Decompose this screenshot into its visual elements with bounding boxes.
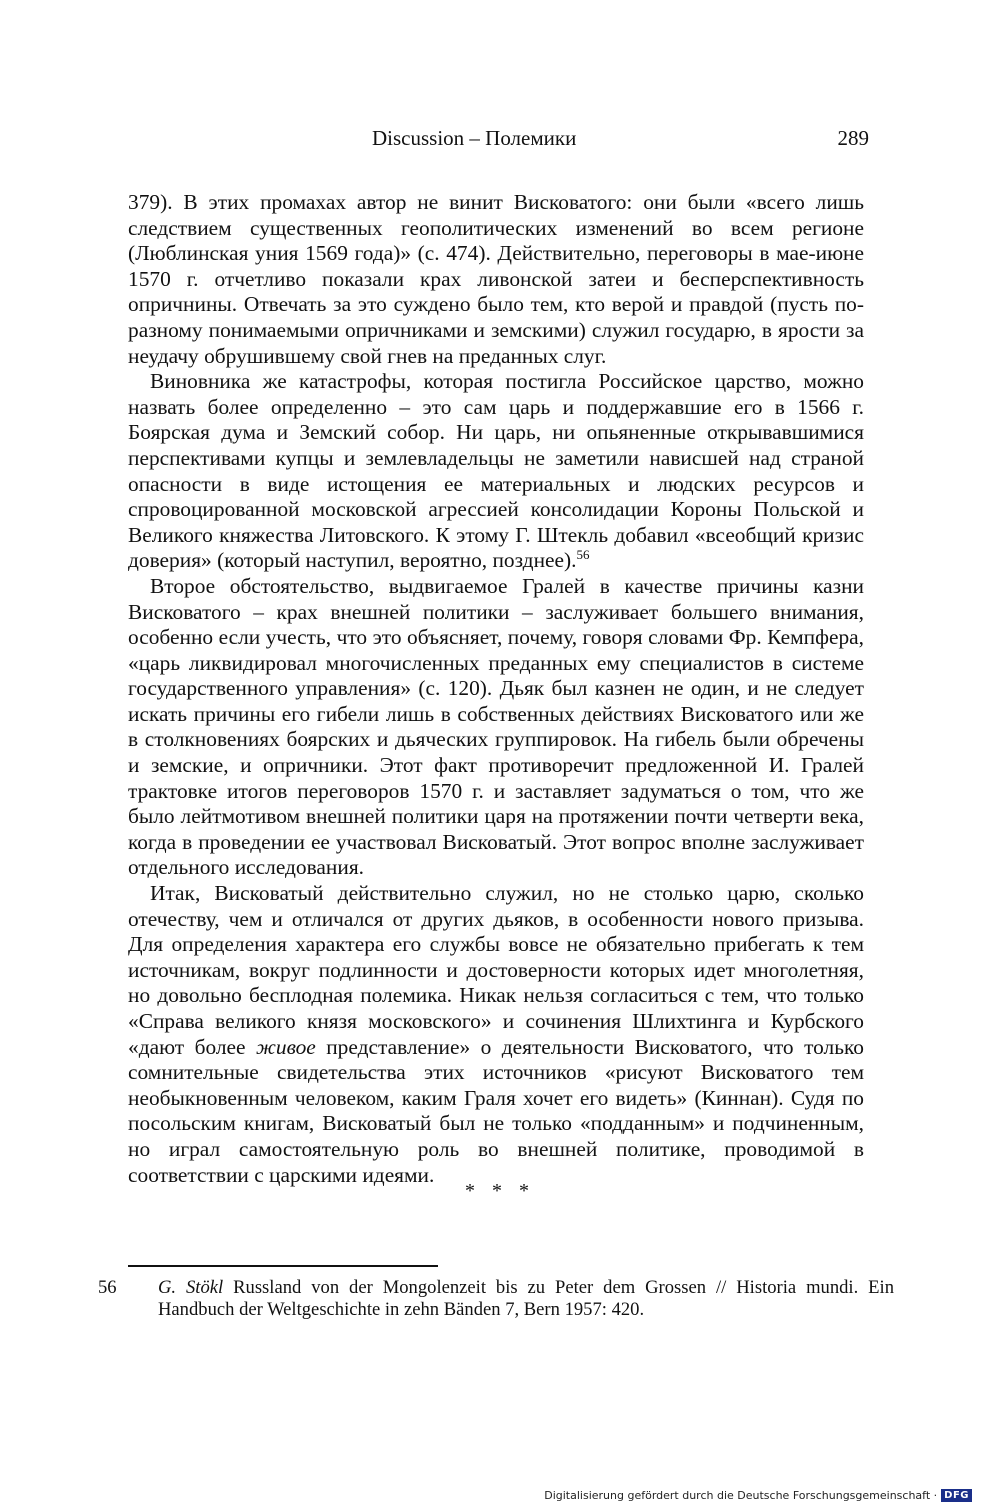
footnote-reference-56[interactable]: 56 (576, 547, 590, 563)
paragraph-3: Второе обстоятельство, выдвигаемое Гралей в качестве причины казни Висковатого – крах внешней политики – заслуживает большего внимания, особенно если учесть, что это объясняет, почему, говоря словами Фр. Кемпфера, «царь ликвидировал многочисленных преданных ему специалистов в системе государственного управления» (с. 120). Дьяк был казнен не один, и не следует искать причины его гибели лишь в собственных действиях Висковатого или же в столкновениях боярских и дьяческих группировок. На гибель были обречены и земские, и опричники. Этот факт противоречит предложенной И. Гралей трактовке итогов переговоров 1570 г. и заставляет задуматься о том, что же было лейтмотивом внешней политики царя на протяжении почти четверти века, когда в проведении ее участвовал Висковатый. Этот вопрос вполне заслуживает отдельного исследования. (128, 573, 864, 880)
page-number: 289 (837, 126, 869, 150)
running-head: Discussion – Полемики (372, 126, 577, 150)
section-break-asterism: * * * (465, 1180, 535, 1202)
dfg-logo-icon: DFG (941, 1489, 972, 1502)
footnote-author: G. Stökl (158, 1277, 224, 1298)
paragraph-2-text: Виновника же катастрофы, которая постигла Российское царство, можно назвать более определенно – это сам царь и поддержавшие его в 1566 г. Боярская дума и Земский собор. Ни царь, ни опьяненные открывавшимися перспективами купцы и землевладельцы не заметили нависшей над страной опасности в виде истощения ее материальных и людских ресурсов и спровоцированной московской агрессией консолидации Короны Польской и Великого княжества Литовского. К этому Г. Штекль добавил «всеобщий кризис доверия» (который наступил, вероятно, позднее). (128, 369, 864, 573)
footnote-divider (128, 1265, 438, 1267)
footnote-56 (98, 1277, 894, 1321)
digitization-credit (544, 1489, 972, 1502)
page-header (0, 122, 1000, 154)
footnote-text: Russland von der Mongolenzeit bis zu Peter dem Grossen // Historia mundi. Ein Handbuch der Weltgeschichte in zehn Bänden 7, Bern 1957: 420. (158, 1277, 894, 1320)
body-text (128, 190, 864, 1188)
paragraph-4 (128, 881, 864, 1188)
footnote-number: 56 (98, 1277, 117, 1298)
paragraph-2 (128, 369, 864, 574)
paragraph-4-text-b: представление» о деятельности Висковатого, что только сомнительные свидетельства этих источников «рисуют Висковатого тем необыкновенным человеком, каким Граля хочет его видеть» (Киннан). Судя по посольским книгам, Висковатый был не только «подданным» и подчиненным, но играл самостоятельную роль во внешней политике, проводимой в соответствии с царскими идеями. (128, 1034, 864, 1187)
digitization-credit-text: Digitalisierung gefördert durch die Deutsche Forschungsgemeinschaft · (544, 1489, 938, 1502)
paragraph-1: 379). В этих промахах автор не винит Висковатого: они были «всего лишь следствием существенных геополитических изменений во всем регионе (Люблинская уния 1569 года)» (с. 474). Действительно, переговоры в мае-июне 1570 г. отчетливо показали крах ливонской затеи и бесперспективность опричнины. Отвечать за это суждено было тем, кто верой и правдой (пусть по-разному понимаемыми опричниками и земскими) служил государю, в ярости за неудачу обрушившему свой гнев на преданных слуг. (128, 190, 864, 368)
paragraph-4-text-a: Итак, Висковатый действительно служил, но не столько царю, сколько отечеству, чем и отличался от других дьяков, в особенности нового призыва. Для определения характера его службы вовсе не обязательно прибегать к тем источникам, вокруг подлинности и достоверности которых идет многолетняя, но довольно бесплодная полемика. Никак нельзя согласиться с тем, что только «Справа великого князя московского» и сочинения Шлихтинга и Курбского «дают более (128, 881, 864, 1059)
paragraph-4-italic-word: живое (255, 1034, 316, 1059)
